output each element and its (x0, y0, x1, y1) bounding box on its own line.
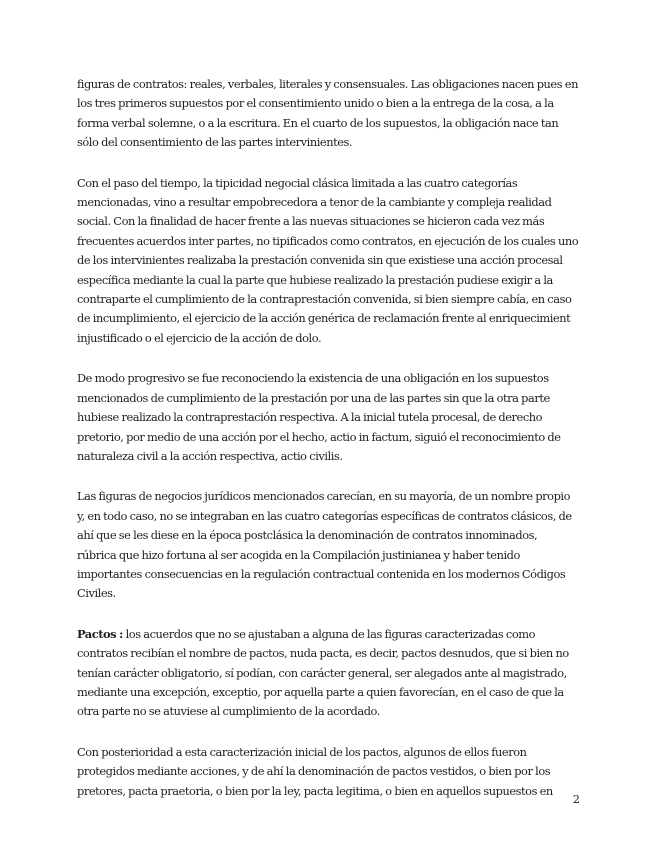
paragraph-text: los acuerdos que no se ajustaban a alguna de las figuras caracterizadas como contratos recibían el nombre de pactos, nuda pacta, es decir, pactos desnudos, que si bien no tenían carácter obligatorio, sí podían, con carácter general, ser alegados ante al magistrado, mediante una excepción, exceptio, por aquella parte a quien favorecían, en el caso de que la otra parte no se atuviese al cumplimiento de la acordado. (77, 626, 569, 719)
paragraph-pactos (77, 625, 579, 722)
paragraph-posterior-characterization (77, 743, 579, 801)
paragraph-text: figuras de contratos: reales, verbales, literales y consensuales. Las obligaciones nacen pues en los tres primeros supuestos por el consentimiento unido o bien a la entrega de la cosa, a la forma verbal solemne, o a la escritura. En el cuarto de los supuestos, la obligación nace tan sólo del consentimiento de las partes intervinientes. (77, 77, 578, 150)
paragraph-typicity (77, 174, 579, 349)
paragraph-innominate-contracts (77, 487, 579, 603)
page-number: 2 (572, 792, 580, 806)
paragraph-lead-term: Pactos : (77, 626, 123, 641)
document-body (77, 75, 579, 822)
paragraph-progressive-recognition (77, 369, 579, 466)
paragraph-contract-figures (77, 75, 579, 153)
paragraph-text: Las figuras de negocios jurídicos mencionados carecían, en su mayoría, de un nombre propio y, en todo caso, no se integraban en las cuatro categorías específicas de contratos clásicos, de ahí que se les diese en la época postclásica la denominación de contratos innominados, rúbrica que hizo fortuna al ser acogida en la Compilación justinianea y haber tenido importantes consecuencias en la regulación contractual contenida en los modernos Códigos Civiles. (77, 489, 572, 601)
paragraph-text: Con posterioridad a esta caracterización inicial de los pactos, algunos de ellos fueron protegidos mediante acciones, y de ahí la denominación de pactos vestidos, o bien por los pretores, pacta praetoria, o bien por la ley, pacta legitima, o bien en aquellos supuestos en (77, 744, 553, 798)
paragraph-text: Con el paso del tiempo, la tipicidad negocial clásica limitada a las cuatro categorías mencionadas, vino a resultar empobrecedora a tenor de la cambiante y compleja realidad social. Con la finalidad de hacer frente a las nuevas situaciones se hicieron cada vez más frecuentes acuerdos inter partes, no tipificados como contratos, en ejecución de los cuales uno de los intervinientes realizaba la prestación convenida sin que existiese una acción procesal específica mediante la cual la parte que hubiese realizado la prestación pudiese exigir a la contraparte el cumplimiento de la contraprestación convenida, si bien siempre cabía, en caso de incumplimiento, el ejercicio de la acción genérica de reclamación frente al enriquecimient injustificado o el ejercicio de la acción de dolo. (77, 175, 579, 345)
paragraph-text: De modo progresivo se fue reconociendo la existencia de una obligación en los supuestos mencionados de cumplimiento de la prestación por una de las partes sin que la otra parte hubiese realizado la contraprestación respectiva. A la inicial tutela procesal, de derecho pretorio, por medio de una acción por el hecho, actio in factum, siguió el reconocimiento de naturaleza civil a la acción respectiva, actio civilis. (77, 371, 561, 463)
